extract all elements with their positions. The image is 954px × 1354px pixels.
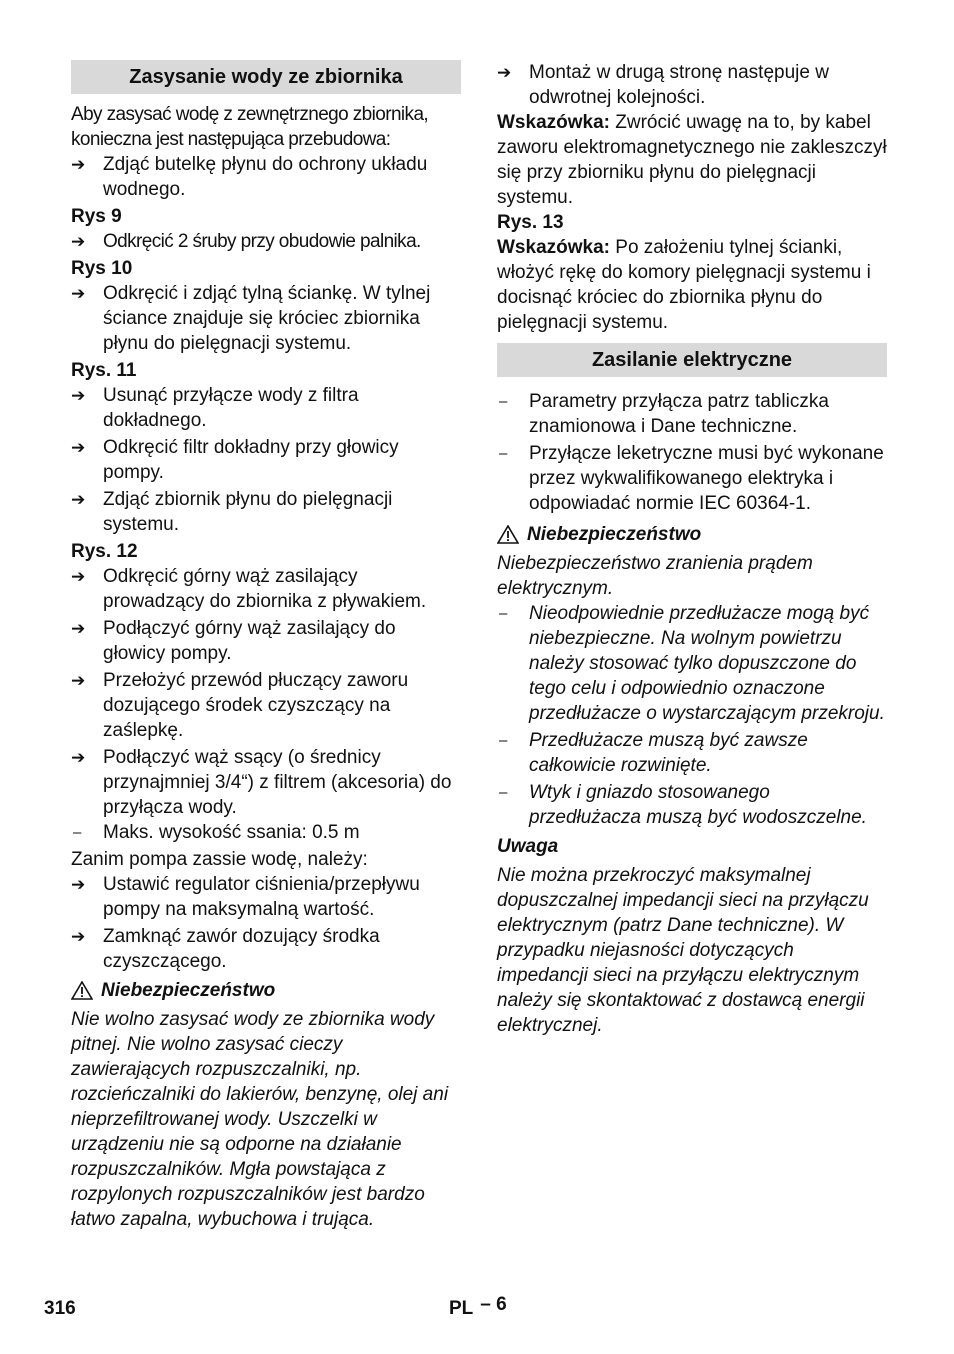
arrow-right-icon: ➔ bbox=[497, 63, 512, 82]
arrow-right-icon: ➔ bbox=[71, 232, 86, 251]
dash-icon: – bbox=[499, 605, 508, 622]
danger-text: Nie wolno zasysać wody ze zbiornika wody pitnej. Nie wolno zasysać cieczy zawierających rozpuszczalniki, np. rozcieńczalniki do lakierów, benzynę, olej ani nieprzefiltrowanej wody. Uszczelki w urządzeniu nie są odporne na działanie rozpuszczalników. Mgła powstająca z rozpylonych rozpuszczalników jest bardzo łatwo zapalna, wybuchowa i trująca. bbox=[71, 1009, 449, 1230]
danger-heading bbox=[497, 522, 887, 547]
list-item: – Nieodpowiednie przedłużacze mogą być niebezpieczne. Na wolnym powietrzu należy stosować tylko dopuszczone do tego celu i odpowiednio oznaczone przedłużacze o wystarczającym przekroju. bbox=[499, 603, 885, 724]
section-title-water-intake: Zasysanie wody ze zbiornika bbox=[71, 60, 461, 94]
note-label: Wskazówka: bbox=[497, 237, 610, 258]
danger-label: Niebezpieczeństwo bbox=[527, 524, 702, 545]
arrow-right-icon: ➔ bbox=[71, 284, 86, 303]
caution-label: Uwaga bbox=[497, 836, 559, 857]
figure-ref-9: Rys 9 bbox=[71, 206, 122, 227]
language-code: PL bbox=[449, 1298, 473, 1319]
intro-text: Aby zasysać wodę z zewnętrznego zbiornika, konieczna jest następująca przebudowa: bbox=[71, 104, 429, 150]
note-label: Wskazówka: bbox=[497, 112, 610, 133]
dash-icon: – bbox=[499, 784, 508, 801]
list-item: – Maks. wysokość ssania: 0.5 m bbox=[73, 822, 360, 843]
list-item: ➔ Podłączyć wąż ssący (o średnicy przynajmniej 3/4“) z filtrem (akcesoria) do przyłącza wody. bbox=[71, 747, 452, 818]
list-item: ➔ Zdjąć zbiornik płynu do pielęgnacji systemu. bbox=[71, 489, 393, 535]
left-column bbox=[71, 60, 461, 1232]
warning-triangle-icon bbox=[497, 525, 519, 544]
page-language bbox=[449, 1294, 507, 1320]
figure-ref-12: Rys. 12 bbox=[71, 541, 138, 562]
list-item: ➔ Montaż w drugą stronę następuje w odwrotnej kolejności. bbox=[497, 62, 829, 108]
figure-ref-13: Rys. 13 bbox=[497, 212, 564, 233]
list-item: ➔ Odkręcić górny wąż zasilający prowadzący do zbiornika z pływakiem. bbox=[71, 566, 427, 612]
danger-label: Niebezpieczeństwo bbox=[101, 980, 276, 1001]
arrow-right-icon: ➔ bbox=[71, 748, 86, 767]
list-item: – Parametry przyłącza patrz tabliczka znamionowa i Dane techniczne. bbox=[499, 391, 829, 437]
arrow-right-icon: ➔ bbox=[71, 927, 86, 946]
dash-icon: – bbox=[499, 393, 508, 410]
figure-ref-10: Rys 10 bbox=[71, 258, 133, 279]
warning-triangle-icon bbox=[71, 981, 93, 1000]
right-column bbox=[497, 60, 887, 1038]
list-item: ➔ Odkręcić i zdjąć tylną ściankę. W tylnej ściance znajduje się króciec zbiornika płynu do pielęgnacji systemu. bbox=[71, 283, 431, 354]
dash-icon: – bbox=[499, 732, 508, 749]
list-item: – Przyłącze leketryczne musi być wykonane przez wykwalifikowanego elektryka i odpowiadać normie IEC 60364-1. bbox=[499, 443, 884, 514]
list-item: – Przedłużacze muszą być zawsze całkowicie rozwinięte. bbox=[499, 730, 808, 776]
list-item: ➔ Usunąć przyłącze wody z filtra dokładnego. bbox=[71, 385, 359, 431]
section-title-power-supply: Zasilanie elektryczne bbox=[497, 343, 887, 377]
arrow-right-icon: ➔ bbox=[71, 490, 86, 509]
sub-page-number: – 6 bbox=[480, 1294, 507, 1315]
arrow-right-icon: ➔ bbox=[71, 875, 86, 894]
note-text: Zwrócić uwagę na to, by kabel zaworu elektromagnetycznego nie zakleszczył się przy zbiorniku płynu do pielęgnacji systemu. bbox=[497, 112, 887, 208]
page-number: 316 bbox=[44, 1298, 76, 1319]
note-paragraph bbox=[497, 110, 887, 210]
list-item: ➔ Odkręcić 2 śruby przy obudowie palnika. bbox=[71, 231, 421, 252]
caution-text: Nie można przekroczyć maksymalnej dopuszczalnej impedancji sieci na przyłączu elektrycznym (patrz Dane techniczne). W przypadku niejasności dotyczących impedancji sieci na przyłączu elektrycznym należy się skontaktować z dostawcą energii elektrycznej. bbox=[497, 865, 869, 1036]
dash-icon: – bbox=[73, 824, 82, 841]
arrow-right-icon: ➔ bbox=[71, 619, 86, 638]
arrow-right-icon: ➔ bbox=[71, 438, 86, 457]
list-item: ➔ Zamknąć zawór dozujący środka czyszczącego. bbox=[71, 926, 380, 972]
before-text: Zanim pompa zassie wodę, należy: bbox=[71, 849, 368, 870]
dash-icon: – bbox=[499, 445, 508, 462]
list-item: ➔ Podłączyć górny wąż zasilający do głowicy pompy. bbox=[71, 618, 396, 664]
danger-text: Niebezpieczeństwo zranienia prądem elektrycznym. bbox=[497, 553, 813, 599]
list-item: ➔ Przełożyć przewód płuczący zaworu dozującego środek czyszczący na zaślepkę. bbox=[71, 670, 409, 741]
arrow-right-icon: ➔ bbox=[71, 567, 86, 586]
figure-ref-11: Rys. 11 bbox=[71, 360, 137, 381]
list-item: ➔ Ustawić regulator ciśnienia/przepływu pompy na maksymalną wartość. bbox=[71, 874, 420, 920]
list-item: ➔ Zdjąć butelkę płynu do ochrony układu wodnego. bbox=[71, 154, 428, 200]
list-item: – Wtyk i gniazdo stosowanego przedłużacza muszą być wodoszczelne. bbox=[499, 782, 867, 828]
danger-heading bbox=[71, 978, 461, 1003]
arrow-right-icon: ➔ bbox=[71, 155, 86, 174]
list-item: ➔ Odkręcić filtr dokładny przy głowicy pompy. bbox=[71, 437, 399, 483]
note-text: Po założeniu tylnej ścianki, włożyć rękę do komory pielęgnacji systemu i docisnąć króciec do zbiornika płynu do pielęgnacji systemu. bbox=[497, 237, 871, 333]
note-paragraph bbox=[497, 235, 887, 335]
arrow-right-icon: ➔ bbox=[71, 671, 86, 690]
arrow-right-icon: ➔ bbox=[71, 386, 86, 405]
